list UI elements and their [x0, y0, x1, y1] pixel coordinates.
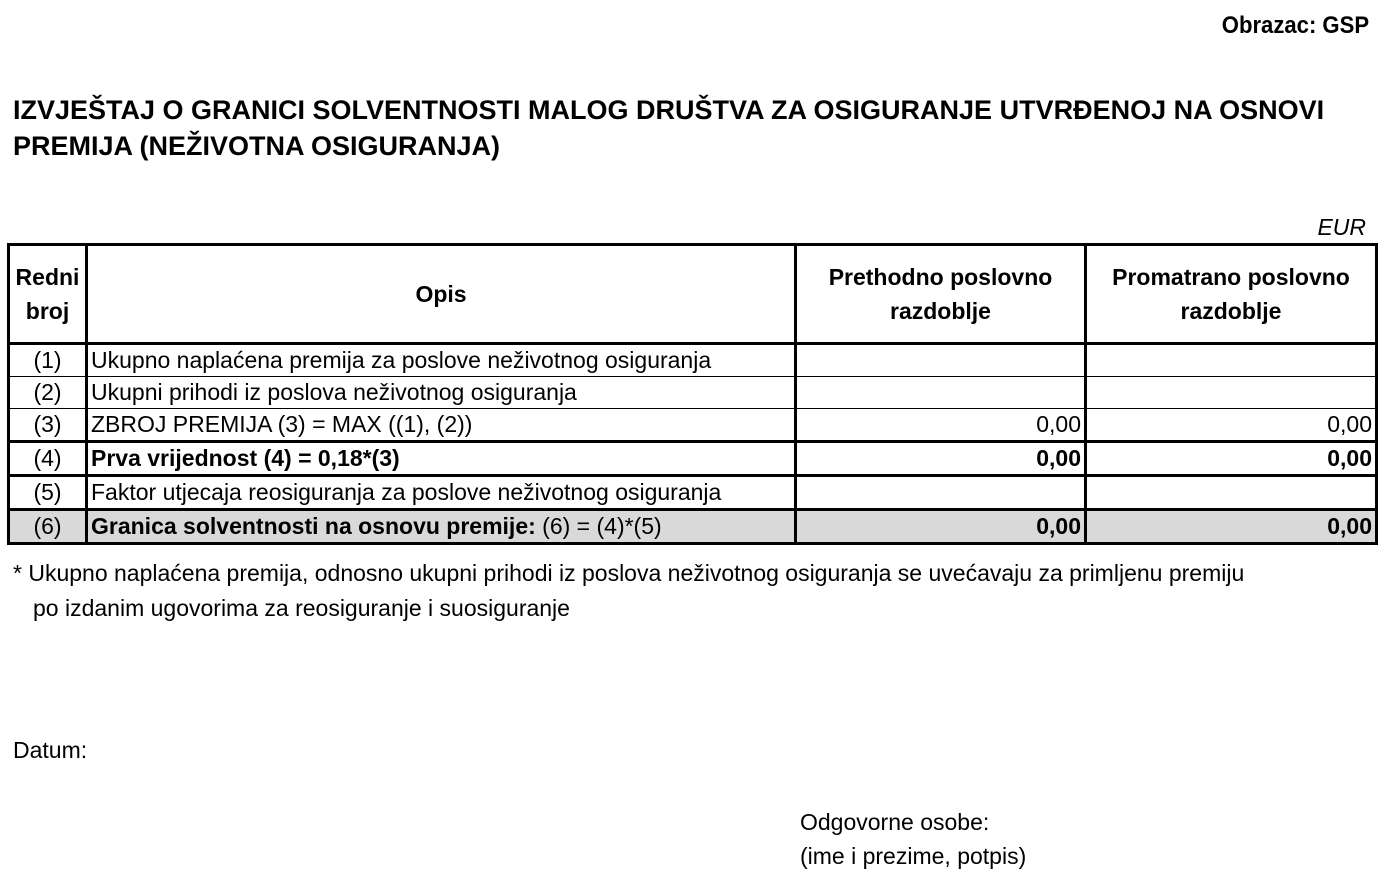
header-previous-period [796, 245, 1086, 344]
header-current-period-line1: Promatrano poslovno [1112, 264, 1350, 290]
row-description: Ukupni prihodi iz poslova neživotnog osiguranja [87, 377, 796, 409]
row-description: Prva vrijednost (4) = 0,18*(3) [87, 442, 796, 476]
row-number: (1) [9, 344, 87, 377]
table-header-row [9, 245, 1377, 344]
currency-label: EUR [1317, 214, 1366, 240]
row-current-value[interactable] [1086, 344, 1377, 377]
footnote-line2: po izdanim ugovorima za reosiguranje i suosiguranje [33, 595, 570, 621]
row-current-value[interactable] [1086, 377, 1377, 409]
row-number: (4) [9, 442, 87, 476]
row-current-value: 0,00 [1086, 510, 1377, 544]
form-code: Obrazac: GSP [1221, 12, 1369, 39]
header-description-label: Opis [415, 281, 467, 307]
table-row [9, 344, 1377, 377]
footnote-line1: * Ukupno naplaćena premija, odnosno ukupni prihodi iz poslova neživotnog osiguranja se uvećavaju za primljenu premiju [13, 560, 1245, 586]
header-current-period [1086, 245, 1377, 344]
table-row [9, 442, 1377, 476]
row-current-value: 0,00 [1086, 409, 1377, 442]
row-description [87, 510, 796, 544]
table-row [9, 476, 1377, 510]
responsible-persons-label: Odgovorne osobe: [800, 809, 990, 835]
row-description: Faktor utjecaja reosiguranja za poslove neživotnog osiguranja [87, 476, 796, 510]
row-previous-value[interactable] [796, 344, 1086, 377]
header-row-number-line1: Redni [15, 264, 80, 290]
table-row-total [9, 510, 1377, 544]
row-previous-value[interactable] [796, 476, 1086, 510]
row-number: (3) [9, 409, 87, 442]
header-current-period-line2: razdoblje [1180, 298, 1282, 324]
row-current-value[interactable] [1086, 476, 1377, 510]
solvency-table [7, 243, 1378, 545]
header-row-number-line2: broj [25, 298, 70, 324]
document-title: IZVJEŠTAJ O GRANICI SOLVENTNOSTI MALOG DRUŠTVA ZA OSIGURANJE UTVRĐENOJ NA OSNOVI PREMIJA (NEŽIVOTNA OSIGURANJA) [13, 95, 1325, 161]
row-previous-value[interactable] [796, 377, 1086, 409]
table-row [9, 377, 1377, 409]
table-row [9, 409, 1377, 442]
row-number: (6) [9, 510, 87, 544]
row-description-bold: Granica solventnosti na osnovu premije: [91, 513, 536, 539]
header-row-number [9, 245, 87, 344]
row-description: ZBROJ PREMIJA (3) = MAX ((1), (2)) [87, 409, 796, 442]
row-previous-value: 0,00 [796, 510, 1086, 544]
row-previous-value: 0,00 [796, 409, 1086, 442]
row-number: (2) [9, 377, 87, 409]
responsible-persons-hint: (ime i prezime, potpis) [800, 843, 1027, 869]
responsible-persons [800, 805, 1026, 873]
date-label: Datum: [13, 737, 88, 763]
row-number: (5) [9, 476, 87, 510]
header-previous-period-line1: Prethodno poslovno [828, 264, 1053, 290]
row-previous-value: 0,00 [796, 442, 1086, 476]
header-previous-period-line2: razdoblje [890, 298, 991, 324]
row-description: Ukupno naplaćena premija za poslove neživotnog osiguranja [87, 344, 796, 377]
row-description-formula: (6) = (4)*(5) [535, 513, 662, 539]
footnote [13, 556, 1244, 626]
header-description [87, 245, 796, 344]
row-current-value: 0,00 [1086, 442, 1377, 476]
